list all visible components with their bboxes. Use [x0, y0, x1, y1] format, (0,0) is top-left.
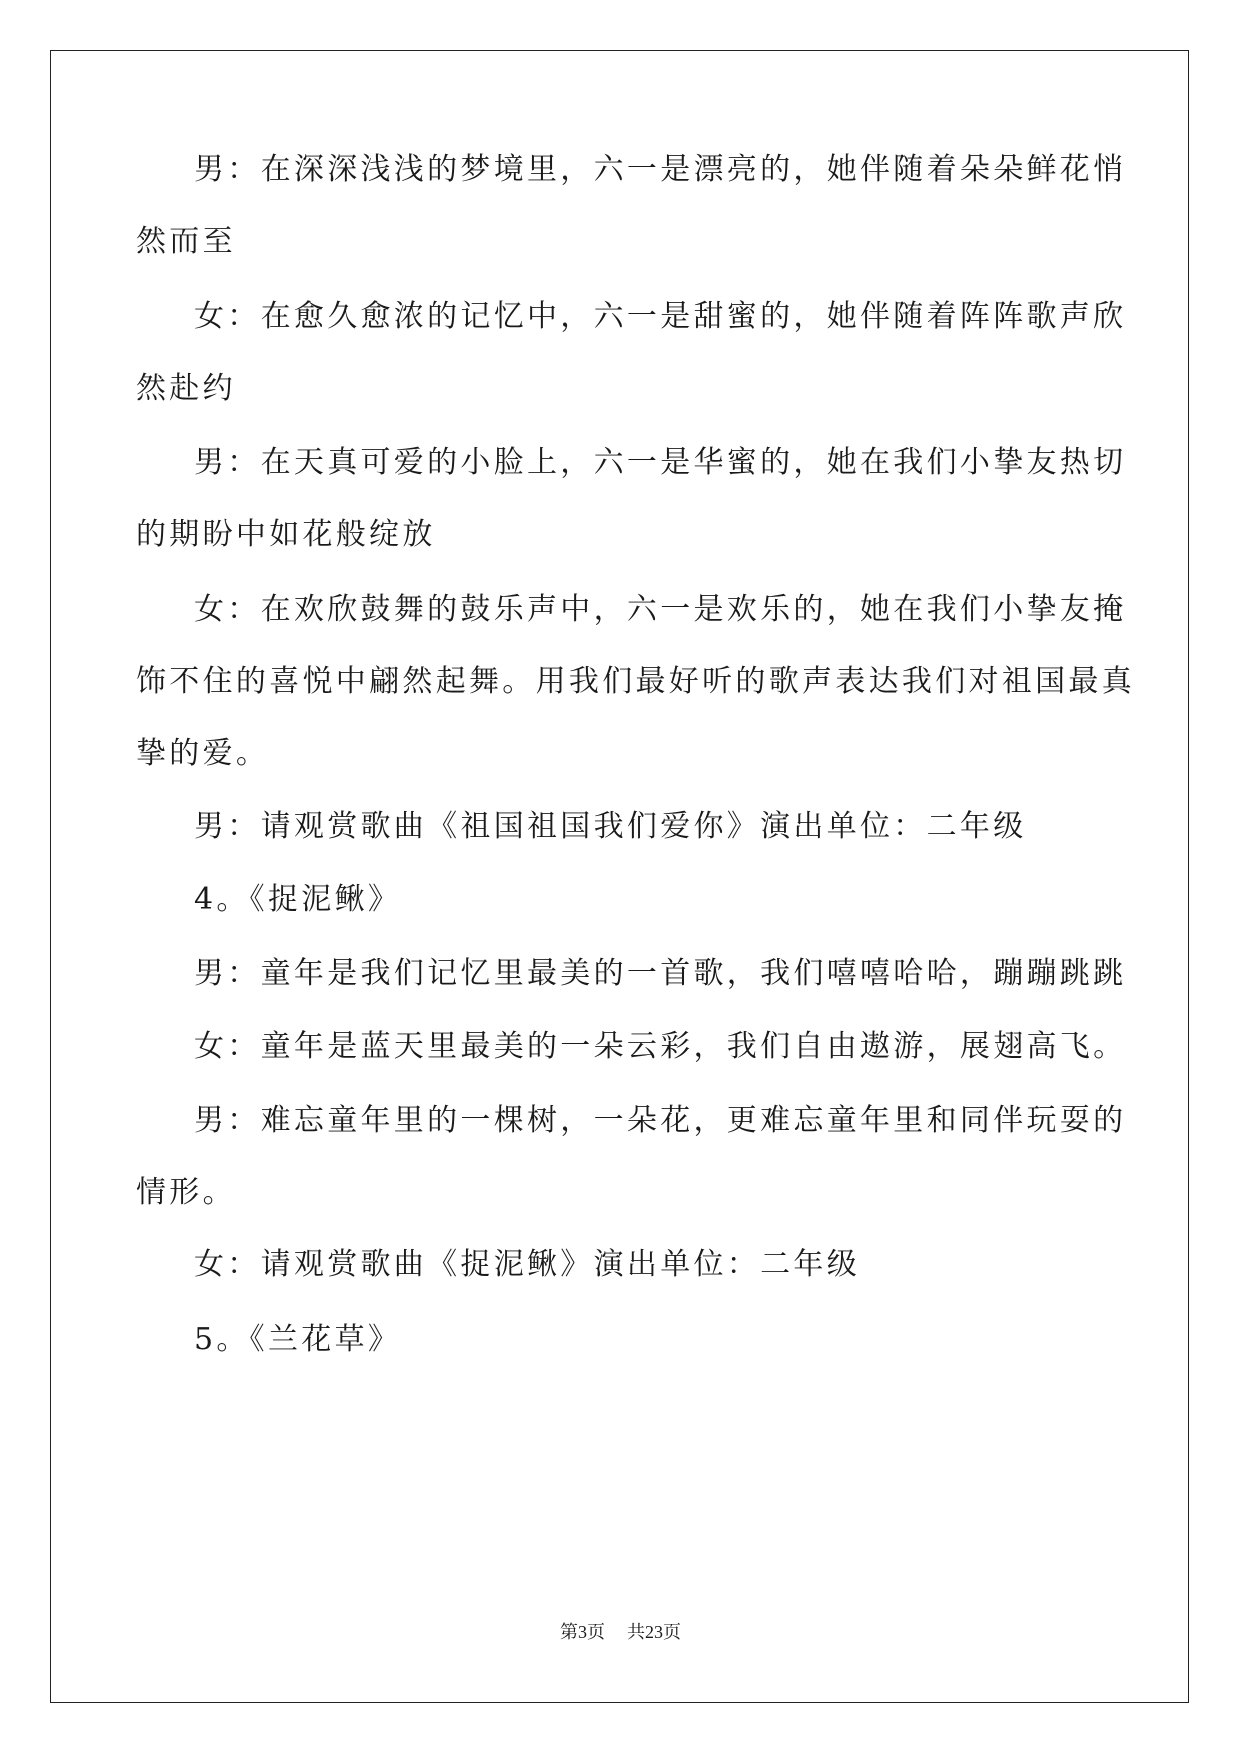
paragraph-line: 男：在天真可爱的小脸上，六一是华蜜的，她在我们小挚友热切 [194, 445, 1127, 480]
paragraph-line: 女：童年是蓝天里最美的一朵云彩，我们自由遨游，展翅高飞。 [194, 1029, 1127, 1064]
page-prefix: 第 [560, 1622, 578, 1643]
paragraph-line: 挚的爱。 [136, 736, 270, 771]
paragraph-line: 女：在愈久愈浓的记忆中，六一是甜蜜的，她伴随着阵阵歌声欣 [194, 299, 1127, 334]
total-suffix: 页 [663, 1622, 681, 1643]
paragraph-line: 男：童年是我们记忆里最美的一首歌，我们嘻嘻哈哈，蹦蹦跳跳 [194, 956, 1127, 991]
paragraph-line: 4。《捉泥鳅》 [194, 882, 402, 917]
paragraph-line: 然赴约 [136, 371, 236, 406]
page-suffix: 页 [587, 1622, 605, 1643]
paragraph-line: 女：在欢欣鼓舞的鼓乐声中，六一是欢乐的，她在我们小挚友掩 [194, 592, 1127, 627]
paragraph-line: 男：在深深浅浅的梦境里，六一是漂亮的，她伴随着朵朵鲜花悄 [194, 152, 1127, 187]
paragraph-line: 男：难忘童年里的一棵树，一朵花，更难忘童年里和同伴玩耍的 [194, 1103, 1127, 1138]
paragraph-line: 然而至 [136, 224, 236, 259]
paragraph-line: 饰不住的喜悦中翩然起舞。用我们最好听的歌声表达我们对祖国最真 [136, 664, 1135, 699]
paragraph-line: 男：请观赏歌曲《祖国祖国我们爱你》演出单位：二年级 [194, 809, 1027, 844]
total-pages: 23 [645, 1622, 663, 1642]
total-prefix: 共 [627, 1622, 645, 1643]
paragraph-line: 女：请观赏歌曲《捉泥鳅》演出单位：二年级 [194, 1247, 860, 1282]
paragraph-line: 的期盼中如花般绽放 [136, 517, 436, 552]
paragraph-line: 5。《兰花草》 [194, 1322, 402, 1357]
paragraph-line: 情形。 [136, 1175, 236, 1210]
page-number: 3 [578, 1622, 587, 1642]
page-footer [0, 1620, 1241, 1645]
